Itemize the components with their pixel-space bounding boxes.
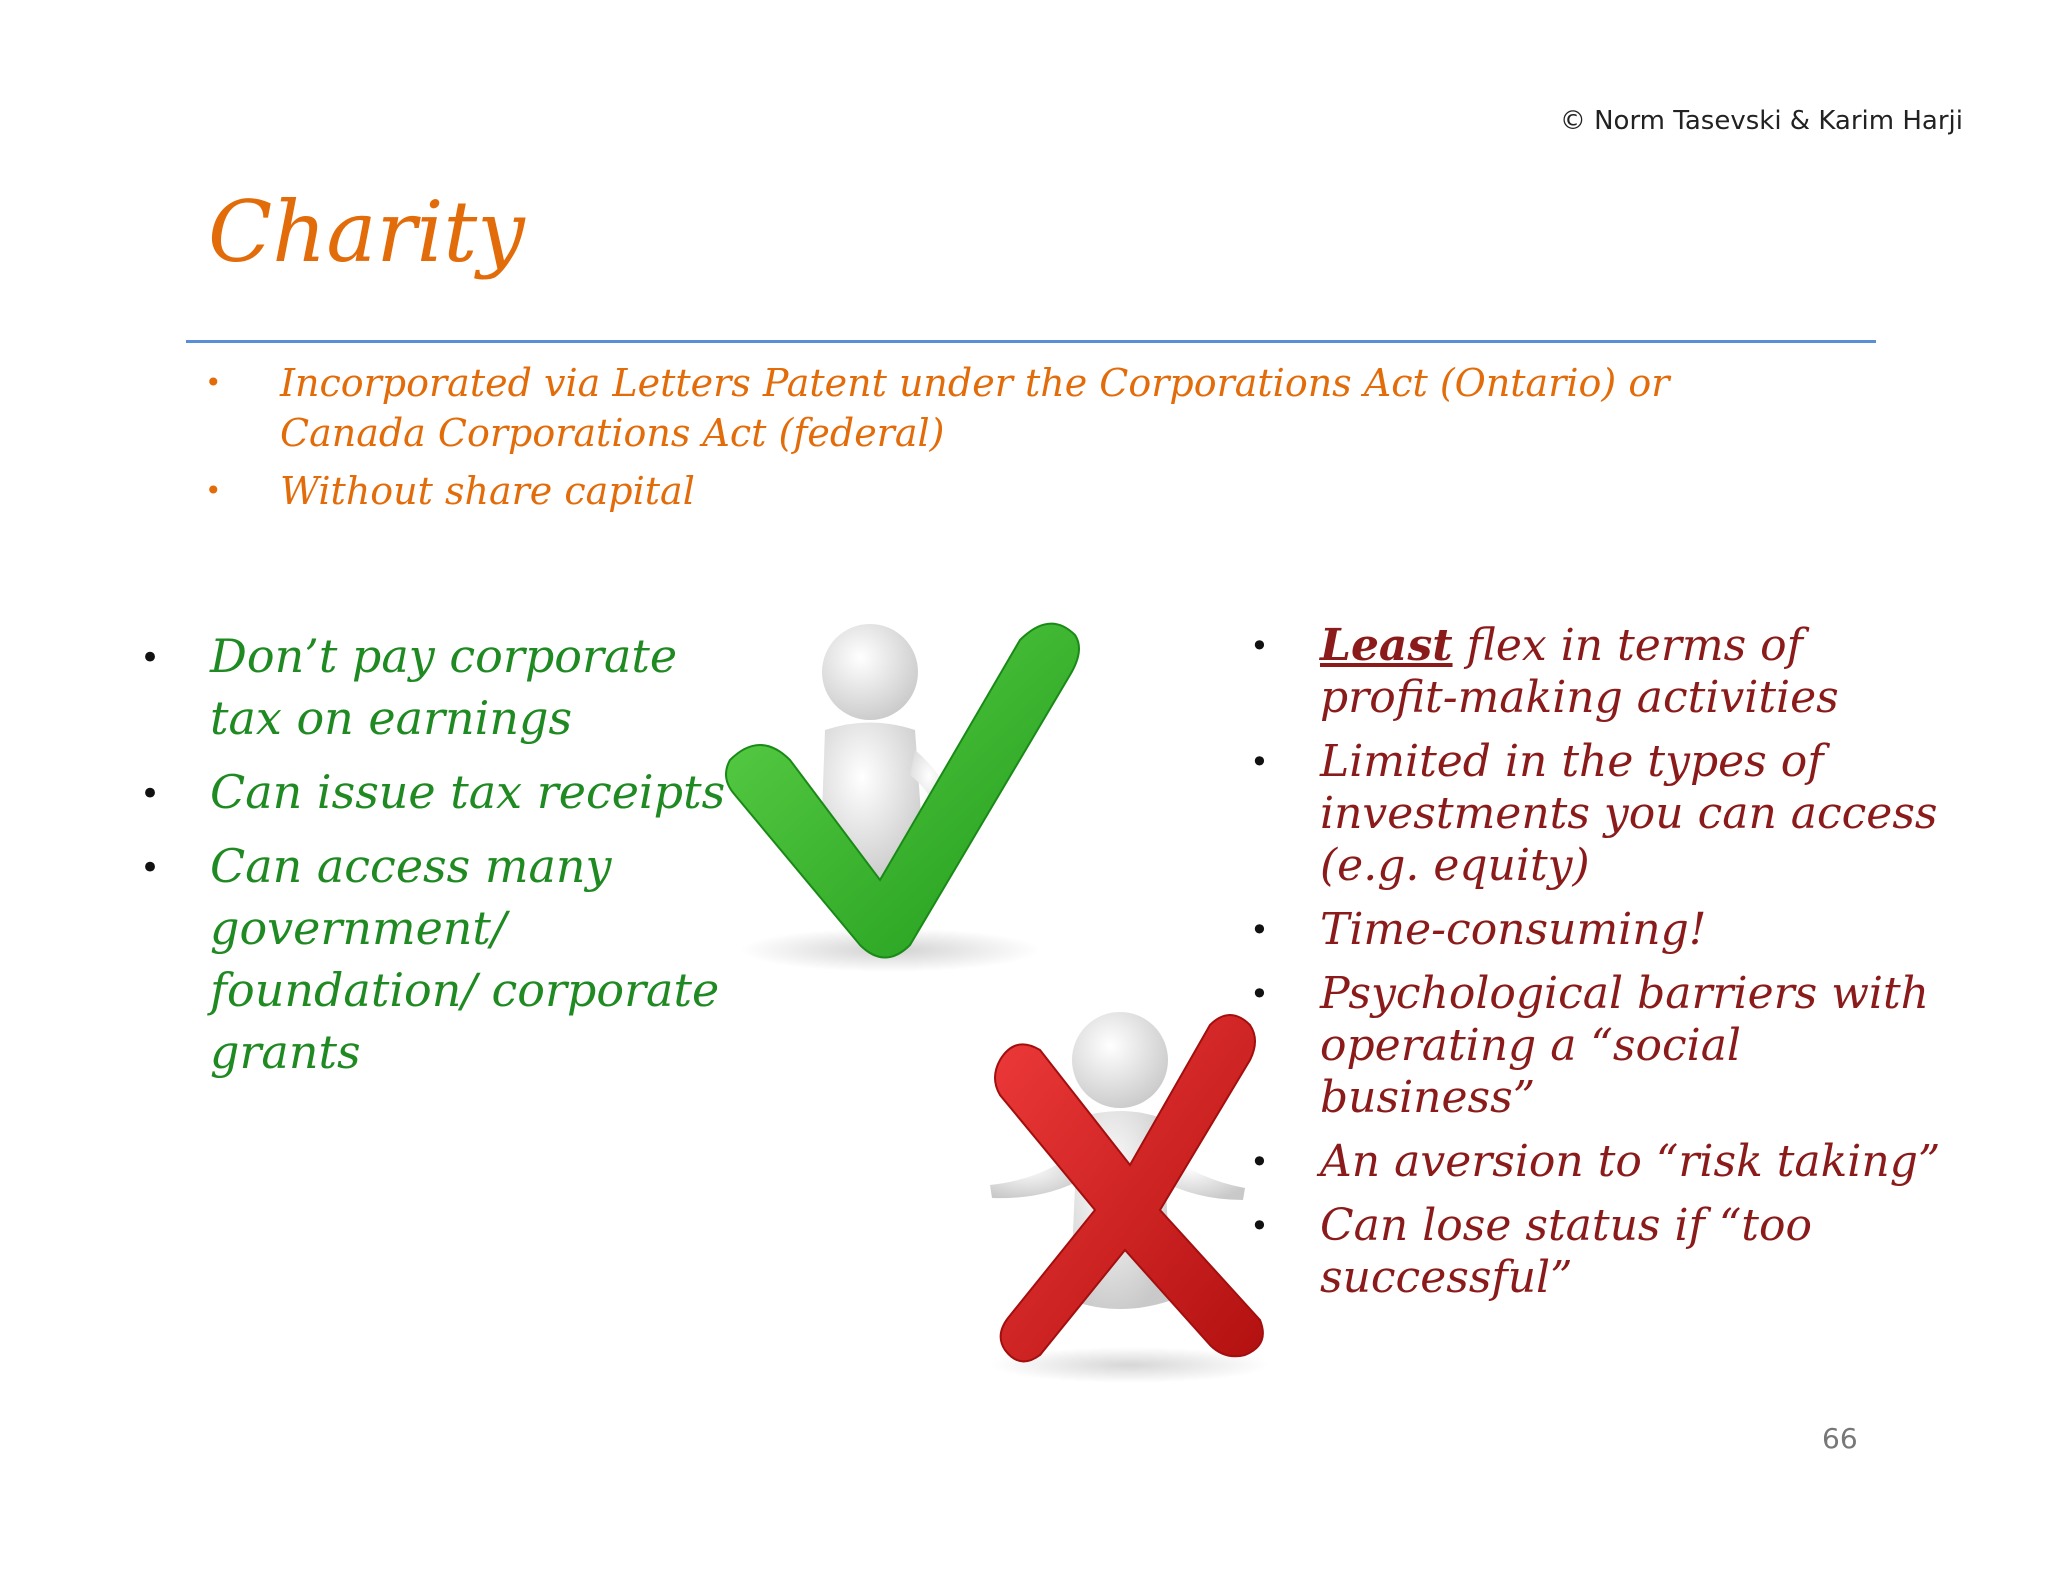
list-item: • Don’t pay corporate tax on earnings bbox=[140, 629, 678, 745]
slide-title: Charity bbox=[208, 183, 525, 281]
list-item: • Psychological barriers with operating a “social business” bbox=[1250, 968, 1929, 1123]
pros-list bbox=[140, 625, 740, 1095]
list-item: • Limited in the types of investments you can access (e.g. equity) bbox=[1250, 736, 1938, 891]
intro-list bbox=[205, 358, 1805, 524]
page-number: 66 bbox=[1822, 1422, 1858, 1455]
list-item: • Least flex in terms of profit-making activities bbox=[1250, 620, 1839, 723]
cons-list bbox=[1250, 620, 1950, 1316]
checkmark-person-icon bbox=[720, 610, 1100, 980]
list-item: • Can lose status if “too successful” bbox=[1250, 1200, 1812, 1303]
list-item: • Time-consuming! bbox=[1250, 904, 1707, 955]
list-item: • Can access many government/ foundation/ corporate grants bbox=[140, 839, 720, 1079]
list-item: • Without share capital bbox=[205, 469, 695, 513]
copyright-notice: © Norm Tasevski & Karim Harji bbox=[1559, 106, 1963, 136]
list-item: • Can issue tax receipts bbox=[140, 765, 726, 819]
cross-person-icon bbox=[960, 1000, 1300, 1390]
emphasis-text: Least bbox=[1320, 620, 1453, 671]
title-divider bbox=[186, 340, 1876, 343]
list-item: • An aversion to “risk taking” bbox=[1250, 1136, 1941, 1187]
list-item: • Incorporated via Letters Patent under the Corporations Act (Ontario) or Canada Corporations Act (federal) bbox=[205, 361, 1670, 455]
